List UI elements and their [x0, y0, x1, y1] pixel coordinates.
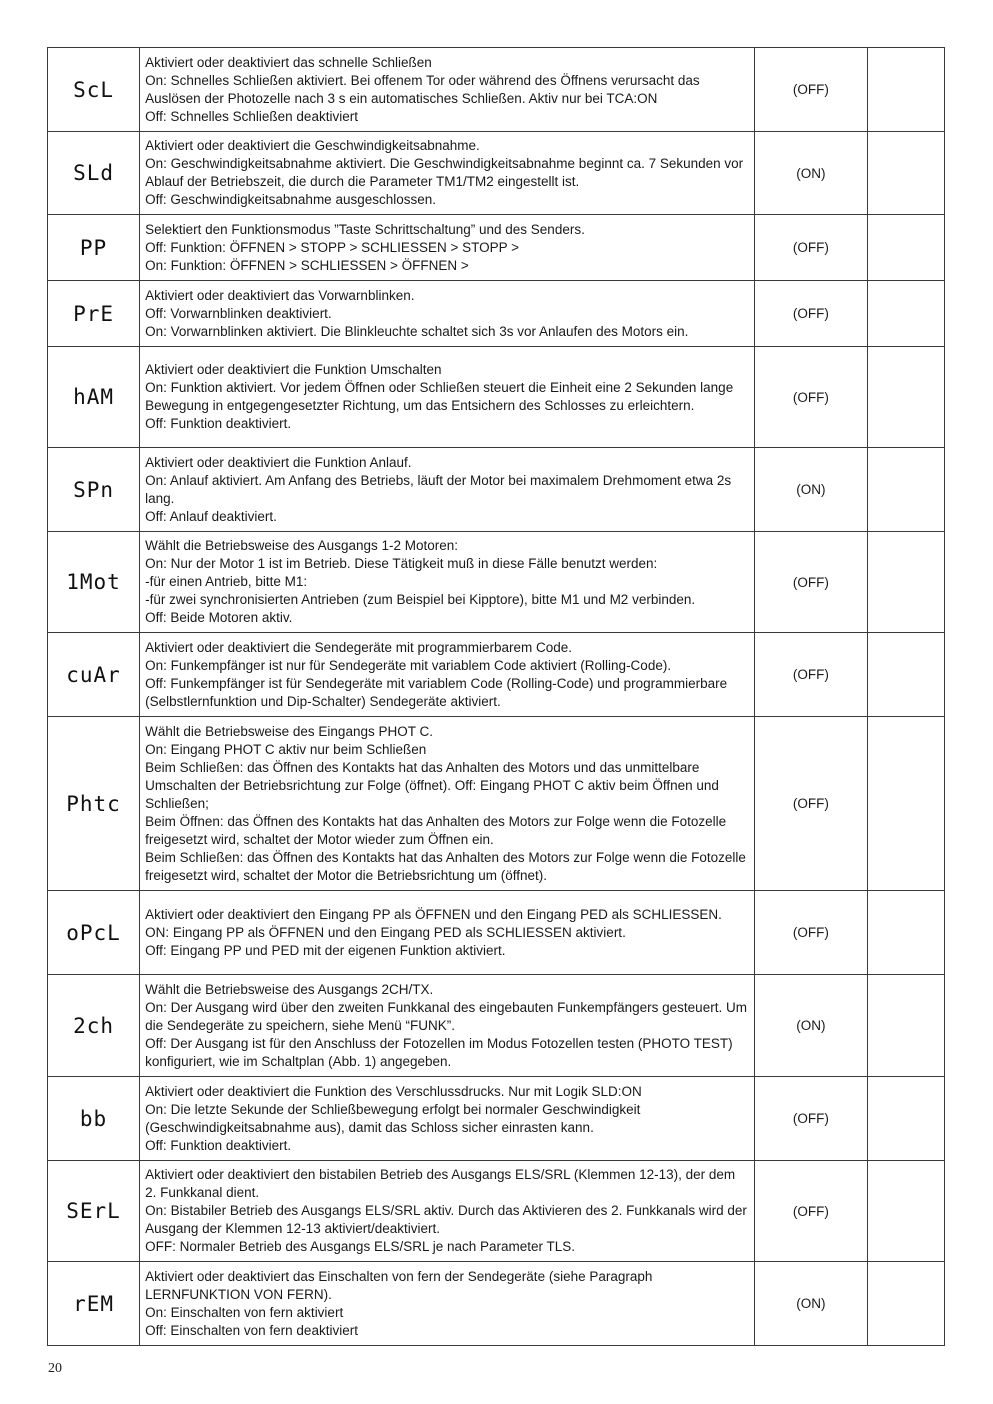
default-value: (ON) — [754, 1262, 867, 1346]
parameter-code: rEM — [48, 1262, 140, 1346]
default-value: (OFF) — [754, 717, 867, 891]
table-row — [48, 448, 945, 532]
user-setting-cell — [867, 891, 944, 975]
default-value: (ON) — [754, 975, 867, 1077]
parameter-code: SErL — [48, 1161, 140, 1262]
default-value: (OFF) — [754, 1161, 867, 1262]
user-setting-cell — [867, 448, 944, 532]
user-setting-cell — [867, 347, 944, 448]
table-row — [48, 633, 945, 717]
page-number: 20 — [48, 1361, 62, 1376]
parameter-description: Selektiert den Funktionsmodus ”Taste Schrittschaltung” und des Senders. Off: Funktion: ÖFFNEN > STOPP > SCHLIESSEN > STOPP > On: Funktion: ÖFFNEN > SCHLIESSEN > ÖFFNEN > — [140, 215, 755, 281]
parameter-description: Aktiviert oder deaktiviert das Einschalten von fern der Sendegeräte (siehe Paragraph LERNFUNKTION VON FERN). On: Einschalten von fern aktiviert Off: Einschalten von fern deaktiviert — [140, 1262, 755, 1346]
table-row — [48, 717, 945, 891]
parameter-description: Wählt die Betriebsweise des Eingangs PHOT C. On: Eingang PHOT C aktiv nur beim Schließen Beim Schließen: das Öffnen des Kontakts hat das Anhalten des Motors und das unmittelbare Umschalten der Betriebsrichtung zur Folge (öffnet). Off: Eingang PHOT C aktiv beim Öffnen und Schließen; Beim Öffnen: das Öffnen des Kontakts hat das Anhalten des Motors zur Folge wenn die Fotozelle freigesetzt wird, schaltet der Motor wieder zum Öffnen ein. Beim Schließen: das Öffnen des Kontakts hat das Anhalten des Motors zur Folge wenn die Fotozelle freigesetzt wird, schaltet der Motor die Betriebsrichtung um (öffnet). — [140, 717, 755, 891]
parameter-description: Aktiviert oder deaktiviert die Funktion Anlauf. On: Anlauf aktiviert. Am Anfang des Betriebs, läuft der Motor bei maximalem Drehmoment etwa 2s lang. Off: Anlauf deaktiviert. — [140, 448, 755, 532]
user-setting-cell — [867, 48, 944, 132]
default-value: (OFF) — [754, 891, 867, 975]
parameter-code: Phtc — [48, 717, 140, 891]
parameter-code: PP — [48, 215, 140, 281]
table-row — [48, 532, 945, 633]
parameter-description: Aktiviert oder deaktiviert den bistabilen Betrieb des Ausgangs ELS/SRL (Klemmen 12-13), der dem 2. Funkkanal dient. On: Bistabiler Betrieb des Ausgangs ELS/SRL aktiv. Durch das Aktivieren des 2. Funkkanals wird der Ausgang der Klemmen 12-13 aktiviert/deaktiviert. OFF: Normaler Betrieb des Ausgangs ELS/SRL je nach Parameter TLS. — [140, 1161, 755, 1262]
table-row — [48, 1077, 945, 1161]
table-row — [48, 132, 945, 215]
parameter-code: PrE — [48, 281, 140, 347]
parameter-description: Aktiviert oder deaktiviert den Eingang PP als ÖFFNEN und den Eingang PED als SCHLIESSEN. ON: Eingang PP als ÖFFNEN und den Eingang PED als SCHLIESSEN aktiviert. Off: Eingang PP und PED mit der eigenen Funktion aktiviert. — [140, 891, 755, 975]
user-setting-cell — [867, 532, 944, 633]
user-setting-cell — [867, 281, 944, 347]
table-row — [48, 215, 945, 281]
default-value: (OFF) — [754, 215, 867, 281]
table-row — [48, 48, 945, 132]
user-setting-cell — [867, 1161, 944, 1262]
parameter-code: cuAr — [48, 633, 140, 717]
parameter-description: Aktiviert oder deaktiviert das Vorwarnblinken. Off: Vorwarnblinken deaktiviert. On: Vorwarnblinken aktiviert. Die Blinkleuchte schaltet sich 3s vor Anlaufen des Motors ein. — [140, 281, 755, 347]
parameter-code: SPn — [48, 448, 140, 532]
parameter-description: Wählt die Betriebsweise des Ausgangs 1-2 Motoren: On: Nur der Motor 1 ist im Betrieb. Diese Tätigkeit muß in diese Fälle benutzt werden: -für einen Antrieb, bitte M1: -für zwei synchronisierten Antrieben (zum Beispiel bei Kipptore), bitte M1 und M2 verbinden. Off: Beide Motoren aktiv. — [140, 532, 755, 633]
user-setting-cell — [867, 215, 944, 281]
user-setting-cell — [867, 132, 944, 215]
default-value: (OFF) — [754, 281, 867, 347]
table-row — [48, 975, 945, 1077]
default-value: (OFF) — [754, 633, 867, 717]
table-row — [48, 1262, 945, 1346]
parameter-table-body — [48, 48, 945, 1346]
default-value: (OFF) — [754, 1077, 867, 1161]
default-value: (OFF) — [754, 347, 867, 448]
parameter-code: 1Mot — [48, 532, 140, 633]
parameter-code: 2ch — [48, 975, 140, 1077]
default-value: (ON) — [754, 448, 867, 532]
default-value: (OFF) — [754, 532, 867, 633]
parameter-code: SLd — [48, 132, 140, 215]
parameter-code: bb — [48, 1077, 140, 1161]
parameter-description: Aktiviert oder deaktiviert das schnelle Schließen On: Schnelles Schließen aktiviert. Bei offenem Tor oder während des Öffnens verursacht das Auslösen der Photozelle nach 3 s ein automatisches Schließen. Aktiv nur bei TCA:ON Off: Schnelles Schließen deaktiviert — [140, 48, 755, 132]
default-value: (ON) — [754, 132, 867, 215]
user-setting-cell — [867, 717, 944, 891]
parameter-description: Aktiviert oder deaktiviert die Funktion Umschalten On: Funktion aktiviert. Vor jedem Öffnen oder Schließen steuert die Einheit eine 2 Sekunden lange Bewegung in entgegengesetzter Richtung, um das Entsichern des Schlosses zu erleichtern. Off: Funktion deaktiviert. — [140, 347, 755, 448]
user-setting-cell — [867, 975, 944, 1077]
table-row — [48, 1161, 945, 1262]
parameter-code: oPcL — [48, 891, 140, 975]
user-setting-cell — [867, 633, 944, 717]
parameter-description: Aktiviert oder deaktiviert die Geschwindigkeitsabnahme. On: Geschwindigkeitsabnahme aktiviert. Die Geschwindigkeitsabnahme beginnt ca. 7 Sekunden vor Ablauf der Betriebszeit, die durch die Parameter TM1/TM2 eingestellt ist. Off: Geschwindigkeitsabnahme ausgeschlossen. — [140, 132, 755, 215]
user-setting-cell — [867, 1262, 944, 1346]
parameter-table — [47, 47, 945, 1346]
parameter-description: Aktiviert oder deaktiviert die Funktion des Verschlussdrucks. Nur mit Logik SLD:ON On: Die letzte Sekunde der Schließbewegung erfolgt bei normaler Geschwindigkeit (Geschwindigkeitsabnahme aus), damit das Schloss sicher einrasten kann. Off: Funktion deaktiviert. — [140, 1077, 755, 1161]
user-setting-cell — [867, 1077, 944, 1161]
parameter-description: Wählt die Betriebsweise des Ausgangs 2CH/TX. On: Der Ausgang wird über den zweiten Funkkanal des eingebauten Funkempfängers gesteuert. Um die Sendegeräte zu speichern, siehe Menü “FUNK”. Off: Der Ausgang ist für den Anschluss der Fotozellen im Modus Fotozellen testen (PHOTO TEST) konfiguriert, wie im Schaltplan (Abb. 1) angegeben. — [140, 975, 755, 1077]
table-row — [48, 347, 945, 448]
table-row — [48, 281, 945, 347]
table-row — [48, 891, 945, 975]
parameter-code: hAM — [48, 347, 140, 448]
parameter-description: Aktiviert oder deaktiviert die Sendegeräte mit programmierbarem Code. On: Funkempfänger ist nur für Sendegeräte mit variablem Code aktiviert (Rolling-Code). Off: Funkempfänger ist für Sendegeräte mit variablem Code (Rolling-Code) und programmierbare (Selbstlernfunktion und Dip-Schalter) Sendegeräte aktiviert. — [140, 633, 755, 717]
parameter-code: ScL — [48, 48, 140, 132]
default-value: (OFF) — [754, 48, 867, 132]
